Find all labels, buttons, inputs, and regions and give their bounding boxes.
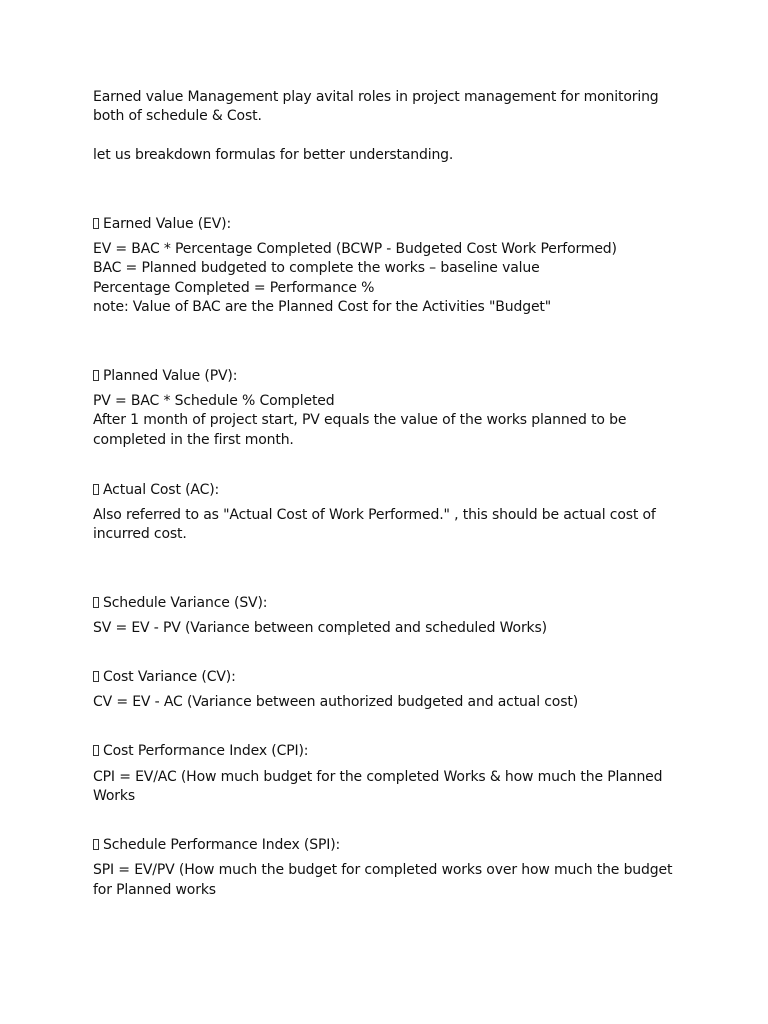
heading-text: Cost Performance Index (CPI): <box>103 743 309 759</box>
missing-glyph-icon <box>93 597 99 608</box>
section-heading-cv <box>93 668 683 688</box>
sv-line-1: SV = EV - PV (Variance between completed and scheduled Works) <box>93 620 547 636</box>
spi-line-2: for Planned works <box>93 882 216 898</box>
ev-line-2: BAC = Planned budgeted to complete the works – baseline value <box>93 260 540 276</box>
section-heading-sv <box>93 594 683 614</box>
heading-text: Actual Cost (AC): <box>103 482 220 498</box>
intro-line-3: let us breakdown formulas for better understanding. <box>93 147 454 163</box>
ev-line-1: EV = BAC * Percentage Completed (BCWP - Budgeted Cost Work Performed) <box>93 241 617 257</box>
spi-line-1: SPI = EV/PV (How much the budget for completed works over how much the budget <box>93 862 673 878</box>
section-heading-pv <box>93 367 683 387</box>
missing-glyph-icon <box>93 745 99 756</box>
heading-text: Schedule Variance (SV): <box>103 595 268 611</box>
pv-line-1: PV = BAC * Schedule % Completed <box>93 393 335 409</box>
section-heading-ac <box>93 481 683 501</box>
ac-line-2: incurred cost. <box>93 526 187 542</box>
section-heading-spi <box>93 836 683 856</box>
heading-text: Cost Variance (CV): <box>103 669 236 685</box>
cv-line-1: CV = EV - AC (Variance between authorized budgeted and actual cost) <box>93 694 579 710</box>
ac-line-1: Also referred to as "Actual Cost of Work Performed." , this should be actual cost of <box>93 507 656 523</box>
pv-line-3: completed in the first month. <box>93 432 294 448</box>
heading-text: Schedule Performance Index (SPI): <box>103 837 341 853</box>
cpi-line-1: CPI = EV/AC (How much budget for the completed Works & how much the Planned <box>93 769 663 785</box>
missing-glyph-icon <box>93 218 99 229</box>
cpi-line-2: Works <box>93 788 135 804</box>
heading-text: Earned Value (EV): <box>103 216 232 232</box>
ev-line-3: Percentage Completed = Performance % <box>93 280 375 296</box>
heading-text: Planned Value (PV): <box>103 368 238 384</box>
intro-line-2: both of schedule & Cost. <box>93 108 262 124</box>
section-heading-cpi <box>93 742 683 762</box>
missing-glyph-icon <box>93 370 99 381</box>
ev-line-4: note: Value of BAC are the Planned Cost for the Activities "Budget" <box>93 299 552 315</box>
missing-glyph-icon <box>93 484 99 495</box>
missing-glyph-icon <box>93 671 99 682</box>
missing-glyph-icon <box>93 839 99 850</box>
intro-line-1: Earned value Management play avital roles in project management for monitoring <box>93 89 659 105</box>
pv-line-2: After 1 month of project start, PV equals the value of the works planned to be <box>93 412 627 428</box>
section-heading-ev <box>93 215 683 235</box>
